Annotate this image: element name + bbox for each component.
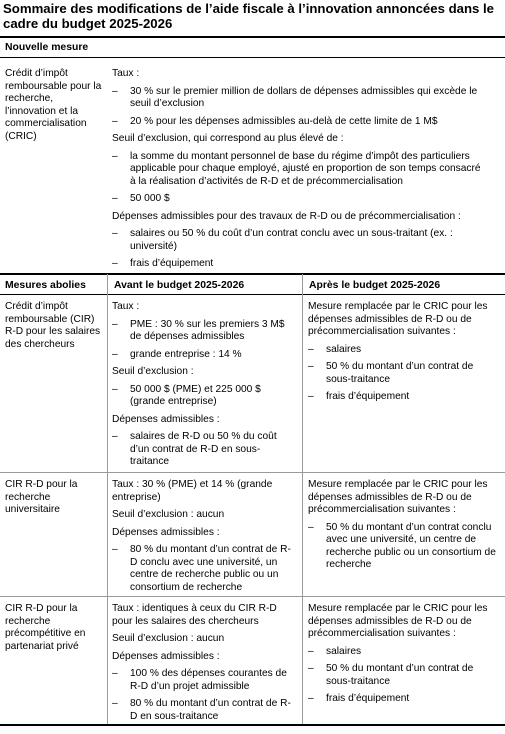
paragraph-text: Taux : [112,301,140,312]
dash-bullet-icon: – [112,668,118,679]
section-abolished-top-rule [0,273,505,275]
paragraph-text: Seuil d’exclusion, qui correspond au plus élevé de : [112,133,344,144]
paragraph-text: Mesure remplacée par le CRIC pour les dépenses admissibles de R-D ou de précommercialisation suivantes : [308,479,488,515]
bullet-text: 100 % des dépenses courantes de R-D d’un projet admissible [130,668,287,692]
row-divider-2 [0,596,505,597]
bullet-text: frais d’équipement [326,693,410,704]
bullet-text: salaires [326,343,362,355]
dash-bullet-icon: – [308,391,314,402]
dash-bullet-icon: – [112,258,118,269]
header-new-measure: Nouvelle mesure [5,42,89,53]
bullet-item [112,228,482,253]
bullet-item [112,668,292,693]
dash-bullet-icon: – [112,698,118,709]
bullet-text: frais d’équipement [326,391,410,402]
dash-bullet-icon: – [112,348,118,360]
bullet-text: PME : 30 % sur les premiers 3 M$ de dépenses admissibles [130,318,285,342]
bullet-item [308,646,498,659]
bullet-item [308,344,498,357]
dash-bullet-icon: – [308,521,314,533]
bullet-item [308,693,498,706]
bullet-item [308,391,498,404]
bullet-item [112,319,292,344]
header-abolished-rule [0,294,505,295]
dash-bullet-icon: – [112,431,118,442]
header-before-budget: Avant le budget 2025-2026 [114,280,245,291]
paragraph-text: Dépenses admissibles pour des travaux de R-D ou de précommercialisation : [112,210,461,222]
paragraph-text: Seuil d’exclusion : aucun [112,509,225,520]
dash-bullet-icon: – [112,228,118,239]
dash-bullet-icon: – [308,361,314,372]
column-divider-2 [302,274,303,724]
bullet-text: 50 % du montant d’un contrat de sous-traitance [326,663,474,687]
bullet-text: 50 % du montant d’un contrat de sous-traitance [326,361,474,385]
row-label-cir-university: CIR R-D pour la recherche universitaire [5,479,78,515]
table-bottom-rule [0,724,505,726]
bullet-item [308,663,498,688]
bullet-item [308,522,498,572]
row-label-cric: Crédit d’impôt remboursable pour la recherche, l’innovation et la commercialisation (CRIC) [5,68,102,142]
row-before-cir-precompetitive [112,603,292,728]
bullet-text: grande entreprise : 14 % [130,348,242,360]
dash-bullet-icon: – [308,343,314,355]
dash-bullet-icon: – [308,663,314,674]
row-after-cir-precompetitive [308,603,498,711]
dash-bullet-icon: – [112,544,118,555]
header-after-budget: Après le budget 2025-2026 [309,280,441,291]
bullet-item [112,431,292,469]
row-after-cir-university [308,479,498,577]
paragraph-text: Dépenses admissibles : [112,650,220,662]
dash-bullet-icon: – [112,383,118,395]
dash-bullet-icon: – [112,115,118,127]
bullet-item [112,193,482,206]
dash-bullet-icon: – [112,85,118,97]
row-before-cir-university [112,479,292,599]
bullet-text: 80 % du montant d’un contrat de R-D en sous-traitance [130,698,291,722]
document-title: Sommaire des modifications de l’aide fiscale à l’innovation annoncées dans le cadre du budget 2025-2026 [3,1,495,31]
bullet-text: 50 000 $ (PME) et 225 000 $ (grande entreprise) [130,383,261,407]
row-after-cir-salaries [308,301,498,409]
dash-bullet-icon: – [112,318,118,330]
bullet-item [308,361,498,386]
bullet-item [112,116,482,129]
paragraph-text: Seuil d’exclusion : [112,366,194,377]
row-label-cir-salaries: Crédit d’impôt remboursable (CIR) R-D pour les salaires des chercheurs [5,301,101,350]
bullet-text: salaires [326,645,362,657]
bullet-text: frais d’équipement [130,258,214,269]
table-top-rule [0,36,505,38]
paragraph-text: Taux : [112,68,140,79]
bullet-item [112,698,292,723]
paragraph-text: Seuil d’exclusion : aucun [112,633,225,644]
bullet-item [112,349,292,362]
dash-bullet-icon: – [112,150,118,162]
paragraph-text: Mesure remplacée par le CRIC pour les dépenses admissibles de R-D ou de précommercialisation suivantes : [308,301,488,337]
bullet-text: salaires de R-D ou 50 % du coût d’un contrat de R-D en sous-traitance [130,431,277,467]
bullet-text: 30 % sur le premier million de dollars de dépenses admissibles qui excède le seuil d’exclusion [130,85,478,109]
bullet-item [112,86,482,111]
bullet-text: salaires ou 50 % du coût d’un contrat conclu avec un sous-traitant (ex. : université) [130,228,453,252]
bullet-text: la somme du montant personnel de base du régime d’impôt des particuliers applicable pour chaque employé, ajusté en proportion de son temps consacré à la réalisation d’activités de R-D et de précommercialisation [130,150,481,187]
row-content-cric [112,68,482,276]
row-divider-1 [0,472,505,473]
row-before-cir-salaries [112,301,292,474]
bullet-item [112,544,292,594]
header-abolished-measures: Mesures abolies [5,280,86,291]
paragraph-text: Taux : 30 % (PME) et 14 % (grande entreprise) [112,479,273,503]
paragraph-text: Dépenses admissibles : [112,413,220,425]
dash-bullet-icon: – [112,193,118,204]
bullet-text: 50 % du montant d’un contrat conclu avec une université, un centre de recherche public ou un consortium de recherche [326,521,496,570]
bullet-text: 80 % du montant d’un contrat de R-D conclu avec une université, un centre de recherche public ou un consortium de recherche [130,544,291,593]
bullet-item [112,151,482,189]
paragraph-text: Taux : identiques à ceux du CIR R-D pour les salaires des chercheurs [112,603,277,627]
bullet-item [112,258,482,271]
row-label-cir-precompetitive: CIR R-D pour la recherche précompétitive en partenariat privé [5,603,86,652]
bullet-text: 50 000 $ [130,193,170,204]
paragraph-text: Dépenses admissibles : [112,526,220,538]
header-new-rule [0,57,505,58]
dash-bullet-icon: – [308,693,314,704]
dash-bullet-icon: – [308,645,314,657]
column-divider-1 [107,274,108,724]
bullet-item [112,384,292,409]
paragraph-text: Mesure remplacée par le CRIC pour les dépenses admissibles de R-D ou de précommercialisation suivantes : [308,603,488,639]
bullet-text: 20 % pour les dépenses admissibles au-delà de cette limite de 1 M$ [130,115,438,127]
